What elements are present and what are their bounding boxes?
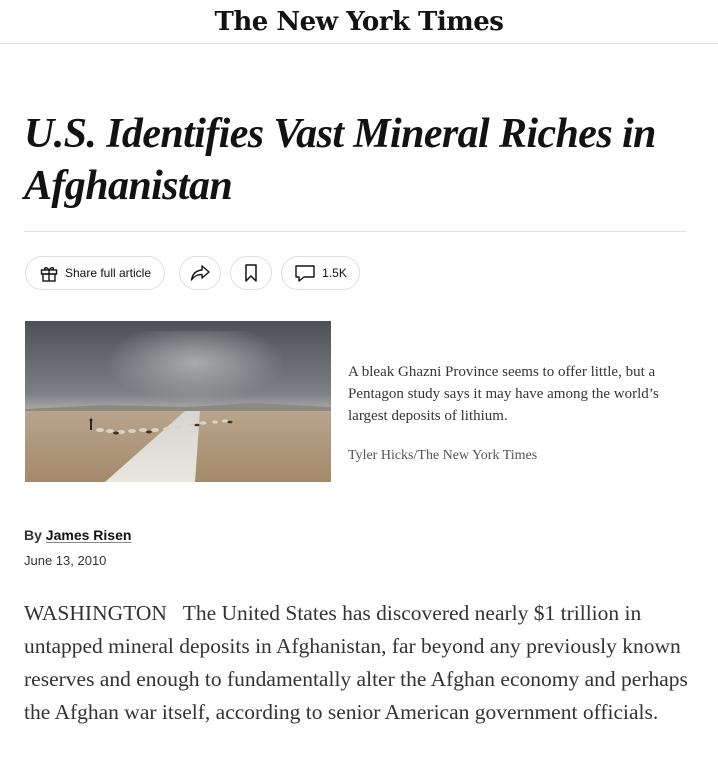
byline bbox=[24, 527, 131, 543]
headline-divider bbox=[24, 231, 686, 232]
share-arrow-icon bbox=[189, 263, 211, 283]
article-photo[interactable] bbox=[25, 321, 331, 482]
save-button[interactable] bbox=[230, 256, 272, 290]
article-body-paragraph bbox=[24, 597, 694, 729]
image-caption: A bleak Ghazni Province seems to offer little, but a Pentagon study says it may have among the world’s largest deposits of lithium. bbox=[348, 364, 659, 424]
author-link[interactable]: James Risen bbox=[45, 527, 132, 543]
article-headline: U.S. Identifies Vast Mineral Riches in Afghanistan bbox=[24, 111, 656, 209]
byline-prefix: By bbox=[24, 527, 42, 543]
share-full-article-button[interactable] bbox=[25, 256, 165, 290]
share-full-article-label: Share full article bbox=[64, 266, 152, 280]
dateline: WASHINGTON bbox=[24, 601, 167, 625]
image-credit: Tyler Hicks/The New York Times bbox=[348, 448, 538, 463]
comments-button[interactable] bbox=[281, 256, 360, 290]
share-button[interactable] bbox=[179, 256, 221, 290]
comment-icon bbox=[294, 263, 316, 283]
lead-paragraph: The United States has discovered nearly $1 trillion in untapped mineral deposits in Afghanistan, far beyond any previously known reserves and enough to fundamentally alter the Afghan economy and perhaps the Afghan war itself, according to senior American government officials. bbox=[24, 601, 688, 724]
masthead bbox=[0, 0, 718, 44]
gift-icon bbox=[39, 263, 59, 283]
nyt-logo[interactable]: The New York Times bbox=[214, 7, 504, 37]
bookmark-icon bbox=[243, 263, 259, 283]
publish-date: June 13, 2010 bbox=[24, 553, 107, 568]
ghazni-landscape-image bbox=[25, 321, 331, 482]
comments-count: 1.5K bbox=[322, 266, 347, 280]
